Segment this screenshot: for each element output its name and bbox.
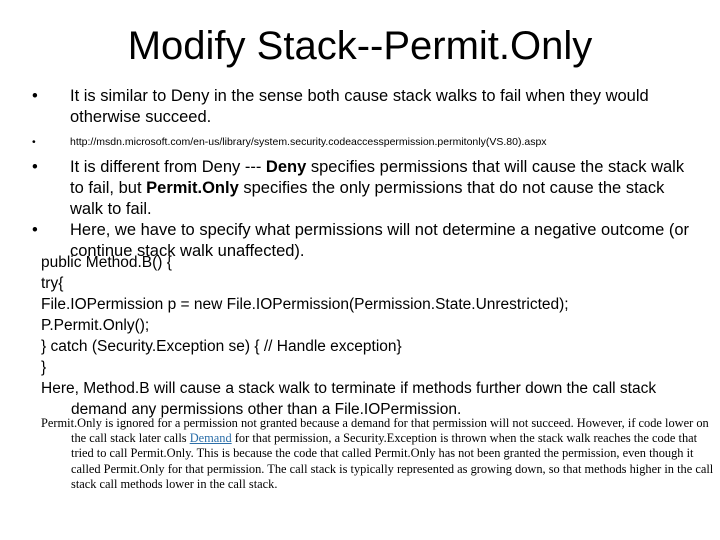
code-line: P.Permit.Only();	[41, 317, 150, 334]
bullet-dot-icon: •	[32, 158, 38, 176]
bullet-item-msdn-url	[20, 135, 690, 149]
bullet-list	[20, 86, 690, 262]
code-block	[41, 252, 706, 420]
bullet-dot-icon: •	[32, 221, 38, 239]
bullet-text: Here, we have to specify what permissions will not determine a negative outcome (or continue stack walk unaffected).	[70, 221, 690, 260]
msdn-url-text: http://msdn.microsoft.com/en-us/library/system.security.codeaccesspermission.permitonly(VS.80).aspx	[70, 136, 547, 148]
explanation-text: Here, Method.B will cause a stack walk to terminate if methods further down the call stack demand any permissions other than a File.IOPermission.	[41, 380, 657, 418]
bold-permit-only: Permit.Only	[146, 179, 239, 197]
permit-only-note	[41, 416, 720, 492]
bullet-text: It is similar to Deny in the sense both cause stack walks to fail when they would otherwise succeed.	[70, 87, 649, 126]
code-line: public Method.B() {	[41, 254, 172, 271]
bold-deny: Deny	[265, 158, 307, 176]
bullet-dot-icon: •	[32, 87, 38, 105]
bullet-dot-icon: •	[32, 136, 36, 148]
code-line: }	[41, 359, 47, 376]
code-line: try{	[41, 275, 64, 292]
bullet-text-part1: It is different from Deny ---	[70, 158, 266, 176]
note-text-before: Permit.Only is ignored for a permission not granted because a demand for that permission will not succeed. However, if code lower on the call stack later calls	[41, 416, 709, 446]
slide-title: Modify Stack--Permit.Only	[127, 24, 593, 68]
code-line: } catch (Security.Exception se) { // Handle exception}	[41, 338, 402, 355]
bullet-item-similar-to-deny	[20, 86, 690, 128]
demand-link[interactable]: Demand	[189, 431, 232, 446]
bullet-text-part3: specifies the only permissions that do not cause the stack walk to fail.	[70, 179, 665, 218]
code-line: File.IOPermission p = new File.IOPermission(Permission.State.Unrestricted);	[41, 296, 569, 313]
note-text-after: for that permission, a Security.Exception is thrown when the stack walk reaches the code that tried to call Permit.Only. This is because the code that called Permit.Only has not been granted the permission, even though it called Permit.Only for that permission. The call stack is typically represented as growing down, so that methods higher in the call stack call methods lower in the call stack.	[71, 431, 714, 491]
bullet-item-different-from-deny	[20, 157, 690, 220]
bullet-text-part2: specifies permissions that will cause the stack walk to fail, but	[70, 158, 685, 197]
